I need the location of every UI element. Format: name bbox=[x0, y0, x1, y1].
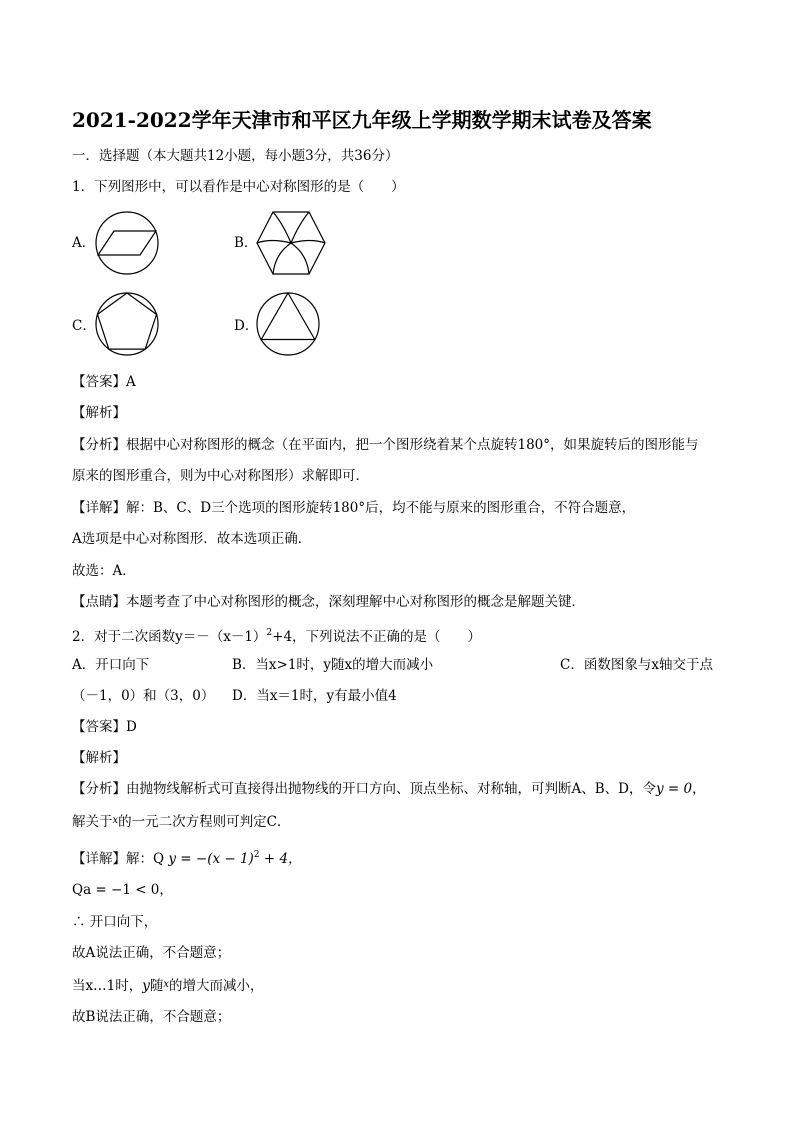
q2-detail-line4: 故A说法正确，不合题意； bbox=[72, 945, 231, 961]
q1-analysis-line1: 【分析】根据中心对称图形的概念（在平面内，把一个图形绕着某个点旋转180°，如果旋转后的图形能与 bbox=[72, 437, 699, 453]
q1-option-a-label: A． bbox=[72, 235, 96, 251]
q2-analysis-text: 【分析】由抛物线解析式可直接得出抛物线的开口方向、顶点坐标、对称轴，可判断A、B、D，令 bbox=[72, 781, 656, 797]
q2-detail-line3: ∴ 开口向下， bbox=[72, 914, 158, 930]
q2-detail-line2: Qa = −1 < 0， bbox=[72, 882, 173, 898]
q2-analysis-math: y = 0 bbox=[656, 781, 693, 797]
q2-analysis2-math: x bbox=[112, 815, 119, 826]
q1-stem: 1．下列图形中，可以看作是中心对称图形的是（ ） bbox=[72, 179, 405, 195]
q1-option-d-figure bbox=[255, 291, 321, 357]
q2-answer: 【答案】D bbox=[72, 719, 137, 735]
q2-option-d: D．当x＝1时，y有最小值4 bbox=[232, 688, 397, 704]
q1-option-a-figure bbox=[94, 210, 160, 276]
q2-when-mid: 随 bbox=[149, 978, 164, 994]
q2-detail-line5 bbox=[72, 976, 263, 995]
q2-when-post: 的增大而减小， bbox=[168, 978, 264, 994]
q1-option-b-figure bbox=[255, 210, 327, 276]
q1-analysis-line2: 原来的图形重合，则为中心对称图形）求解即可． bbox=[72, 468, 369, 484]
q2-stem-pre: 2．对于二次函数y＝－（x－1） bbox=[72, 629, 267, 645]
q1-option-d-label: D． bbox=[234, 318, 259, 334]
q2-analysis-punct: ， bbox=[692, 781, 706, 797]
q2-option-a: A．开口向下 bbox=[72, 657, 150, 673]
q2-analysis-line2 bbox=[72, 812, 290, 831]
q2-option-b: B．当x>1时，y随x的增大而减小 bbox=[232, 657, 434, 673]
q2-option-c-cont: （－1，0）和（3，0） bbox=[72, 688, 215, 704]
q2-analysis-heading: 【解析】 bbox=[72, 750, 126, 766]
q2-stem-post: +4，下列说法不正确的是（ ） bbox=[272, 629, 482, 645]
q2-detail-line6: 故B说法正确，不合题意； bbox=[72, 1009, 231, 1025]
document-title: 2021-2022学年天津市和平区九年级上学期数学期末试卷及答案 bbox=[72, 108, 652, 132]
q2-when-pre: 当x…1时， bbox=[72, 978, 143, 994]
q2-detail-post: + 4， bbox=[259, 851, 302, 867]
q2-analysis-line1 bbox=[72, 780, 706, 798]
q1-detail-line2: A选项是中心对称图形．故本选项正确． bbox=[72, 531, 312, 547]
q1-choice: 故选：A． bbox=[72, 563, 136, 579]
q1-answer: 【答案】A bbox=[72, 374, 136, 390]
q1-option-c-label: C． bbox=[72, 318, 96, 334]
q1-option-b-label: B． bbox=[234, 235, 258, 251]
q2-when-y: y bbox=[142, 978, 150, 994]
q1-analysis-heading: 【解析】 bbox=[72, 405, 126, 421]
section-heading: 一．选择题（本大题共12小题，每小题3分，共36分） bbox=[72, 148, 399, 164]
q2-option-c: C．函数图象与x轴交于点 bbox=[560, 657, 713, 673]
q2-detail-exponent: 2 bbox=[253, 850, 260, 860]
q2-when-x: x bbox=[163, 979, 169, 990]
q2-detail-math: y = −(x − 1) bbox=[168, 851, 254, 867]
q2-stem bbox=[72, 624, 481, 646]
q2-stem-exponent: 2 bbox=[266, 628, 273, 638]
q2-detail-line1 bbox=[72, 846, 302, 868]
q1-option-c-figure bbox=[94, 291, 160, 357]
q1-detail-line1: 【详解】解：B、C、D三个选项的图形旋转180°后，均不能与原来的图形重合，不符合题意， bbox=[72, 500, 636, 516]
q1-comment: 【点睛】本题考查了中心对称图形的概念，深刻理解中心对称图形的概念是解题关键． bbox=[72, 594, 585, 610]
q2-analysis2-pre: 解关于 bbox=[72, 814, 113, 830]
q2-detail-pre: 【详解】解：Q bbox=[72, 851, 169, 867]
q2-analysis2-post: 的一元二次方程则可判定C． bbox=[118, 814, 291, 830]
